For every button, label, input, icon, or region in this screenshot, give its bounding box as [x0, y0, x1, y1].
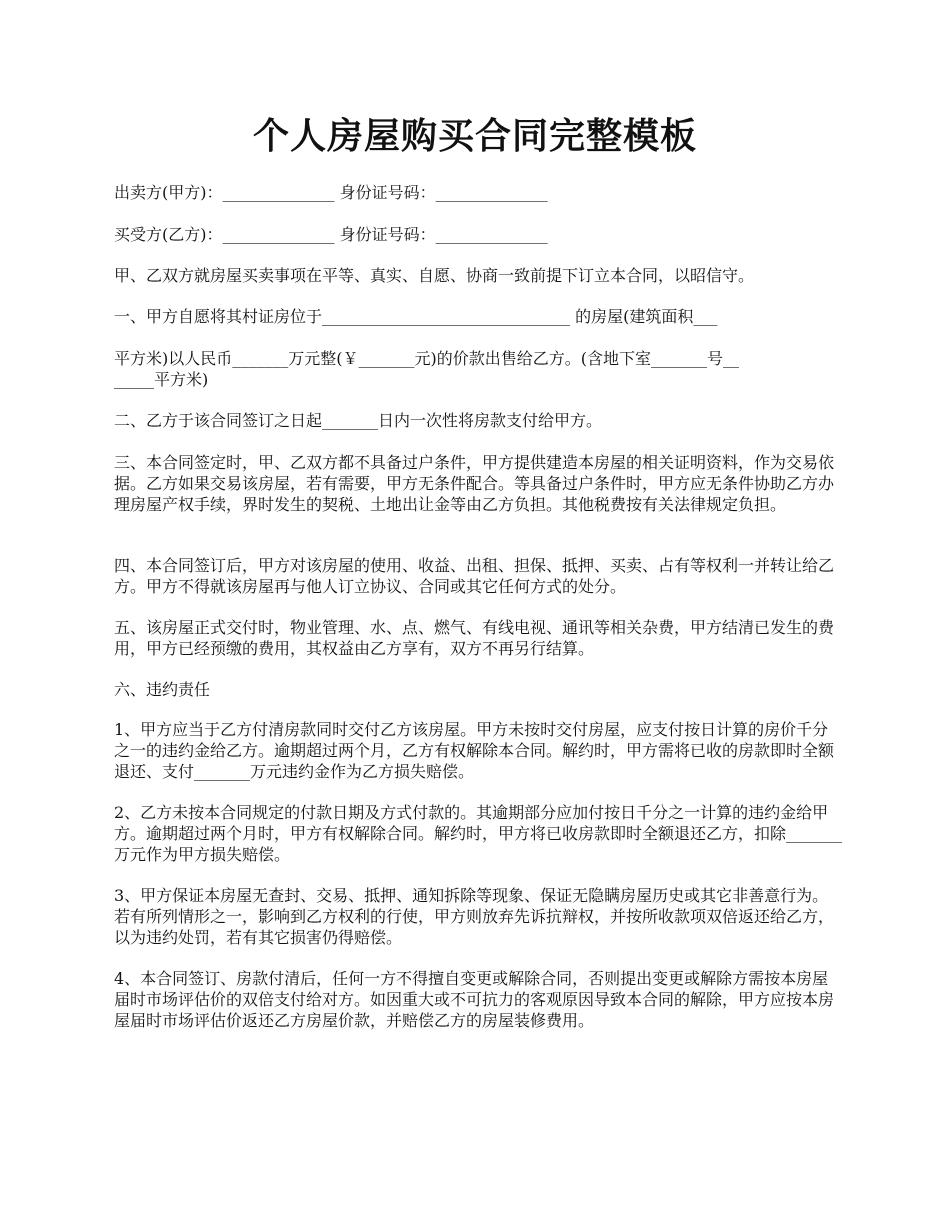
clause-1-paragraph: 一、甲方自愿将其村证房位于_______________________________ 的房屋(建筑面积___: [114, 307, 718, 326]
liability-item-4: 4、本合同签订、房款付清后，任何一方不得擅自变更或解除合同，否则提出变更或解除方需按本房屋届时市场评估价的双倍支付给对方。如因重大或不可抗力的客观原因导致本合同的解除，甲方应按本房屋届时市场评估价返还乙方房屋价款，并赔偿乙方的房屋装修费用。: [114, 969, 835, 1030]
section-6-heading: 六、违约责任: [114, 680, 211, 699]
clause-1-continued-paragraph: 平方米)以人民币_______万元整(￥_______元)的价款出售给乙方。(含地下室_______号__ _____平方米): [114, 349, 739, 389]
seller-line: 出卖方(甲方)：______________ 身份证号码：______________: [114, 183, 548, 202]
liability-item-3: 3、甲方保证本房屋无查封、交易、抵押、通知拆除等现象、保证无隐瞒房屋历史或其它非善意行为。若有所列情形之一，影响到乙方权利的行使，甲方则放弃先诉抗辩权，并按所收款项双倍返还给乙方，以为违约处罚，若有其它损害仍得赔偿。: [114, 886, 835, 947]
clause-3-paragraph: 三、本合同签定时，甲、乙双方都不具备过户条件，甲方提供建造本房屋的相关证明资料，作为交易依据。乙方如果交易该房屋，若有需要，甲方无条件配合。等具备过户条件时，甲方应无条件协助乙方办理房屋产权手续，界时发生的契税、土地出让金等由乙方负担。其他税费按有关法律规定负担。: [114, 453, 835, 514]
clause-4-paragraph: 四、本合同签订后，甲方对该房屋的使用、收益、出租、担保、抵押、买卖、占有等权利一并转让给乙方。甲方不得就该房屋再与他人订立协议、合同或其它任何方式的处分。: [114, 556, 835, 596]
liability-item-1: 1、甲方应当于乙方付清房款同时交付乙方该房屋。甲方未按时交付房屋，应支付按日计算的房价千分之一的违约金给乙方。逾期超过两个月，乙方有权解除本合同。解约时，甲方需将已收的房款即时全额退还、支付_______万元违约金作为乙方损失赔偿。: [114, 720, 835, 781]
clause-5-paragraph: 五、该房屋正式交付时，物业管理、水、点、燃气、有线电视、通讯等相关杂费，甲方结清已发生的费用，甲方已经预缴的费用，其权益由乙方享有，双方不再另行结算。: [114, 618, 835, 658]
liability-item-2: 2、乙方未按本合同规定的付款日期及方式付款的。其逾期部分应加付按日千分之一计算的违约金给甲方。逾期超过两个月时，甲方有权解除合同。解约时，甲方将已收房款即时全额退还乙方，扣除_______万元作为甲方损失赔偿。: [114, 803, 843, 864]
buyer-line: 买受方(乙方)：______________ 身份证号码：______________: [114, 225, 548, 244]
preamble-paragraph: 甲、乙双方就房屋买卖事项在平等、真实、自愿、协商一致前提下订立本合同，以昭信守。: [114, 266, 755, 285]
document-title: 个人房屋购买合同完整模板: [252, 115, 697, 157]
clause-2-paragraph: 二、乙方于该合同签订之日起_______日内一次性将房款支付给甲方。: [114, 411, 603, 430]
